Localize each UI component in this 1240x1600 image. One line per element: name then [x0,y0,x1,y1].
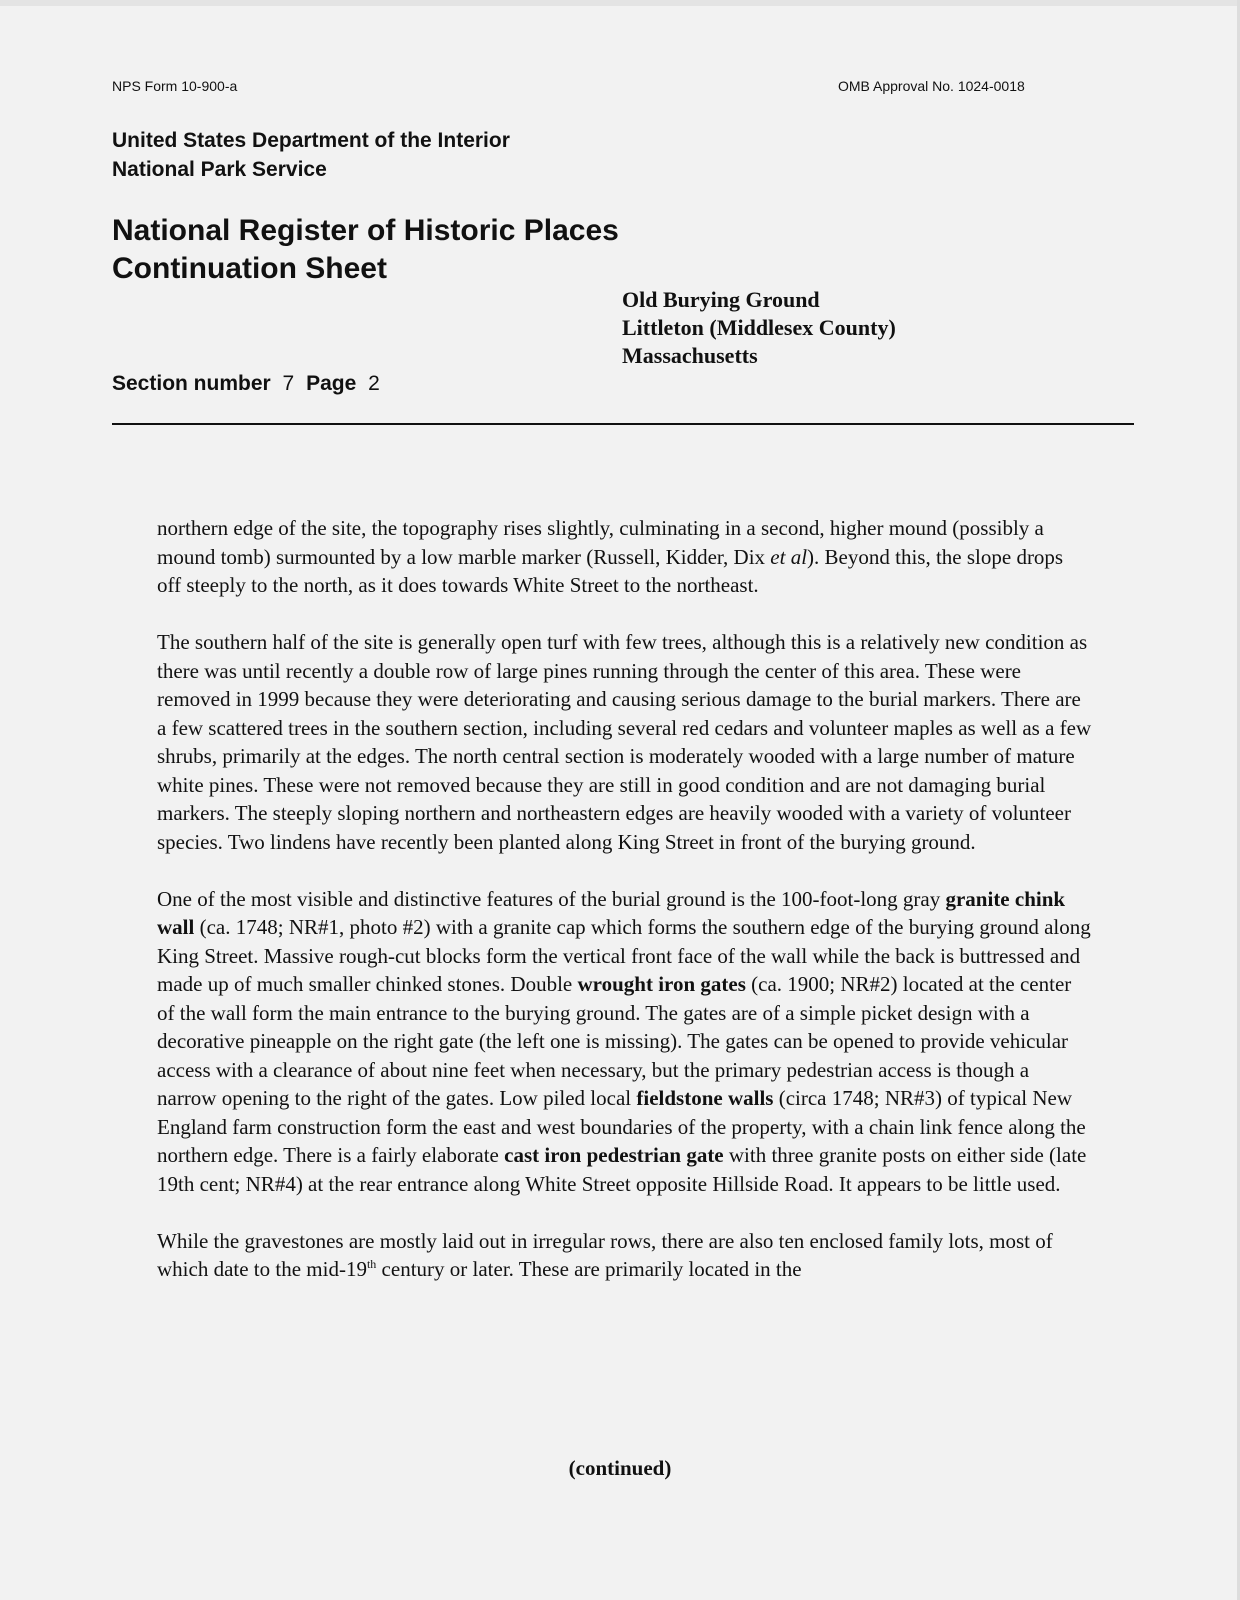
form-number: NPS Form 10-900-a [112,78,238,94]
property-location: Littleton (Middlesex County) [622,315,896,340]
continued-marker: (continued) [568,1456,672,1480]
feature-term: fieldstone walls [636,1086,774,1110]
section-value: 7 [282,372,295,395]
register-title-block [112,212,619,288]
feature-term: wrought iron gates [577,972,746,996]
property-name: Old Burying Ground [622,287,820,312]
property-block [622,286,896,370]
body-text [157,514,1092,1312]
paragraph: The southern half of the site is generally open turf with few trees, although this is a relatively new condition as there was until recently a double row of large pines running through the center of this area. These were removed in 1999 because they were deteriorating and causing serious damage to the burial markers. There are a few scattered trees in the southern section, including several red cedars and volunteer maples as well as a few shrubs, primarily at the edges. The north central section is moderately wooded with a large number of mature white pines. These were not removed because they are still in good condition and are not damaging burial markers. The steeply sloping northern and northeastern edges are heavily wooded with a variety of volunteer species. Two lindens have recently been planted along King Street in front of the burying ground. [157,630,1092,854]
page-label: Page [306,372,357,395]
page-value: 2 [368,372,380,395]
omb-approval-number: OMB Approval No. 1024-0018 [838,78,1025,94]
sheet-title: Continuation Sheet [112,252,387,285]
feature-term: cast iron pedestrian gate [504,1143,724,1167]
feature-term: granite chink wall [157,886,1066,939]
header-divider [112,423,1134,425]
agency-department: United States Department of the Interior [112,129,510,152]
register-title: National Register of Historic Places [112,214,619,247]
section-label: Section number [112,372,271,395]
paragraph: While the gravestones are mostly laid out in irregular rows, there are also ten enclosed family lots, most of which date to the mid-19th century or later. These are primarily located in the [157,1228,1053,1281]
paragraph: One of the most visible and distinctive features of the burial ground is the 100-foot-long gray granite chink wall (ca. 1748; NR#1, photo #2) with a granite cap which forms the southern edge of the burying ground along King Street. Massive rough-cut blocks form the vertical front face of the wall while the back is buttressed and made up of much smaller chinked stones. Double wrought iron gates (ca. 1900; NR#2) located at the center of the wall form the main entrance to the burying ground. The gates are of a simple picket design with a decorative pineapple on the right gate (the left one is missing). The gates can be opened to provide vehicular access with a clearance of about nine feet when necessary, but the primary pedestrian access is though a narrow opening to the right of the gates. Low piled local fieldstone walls (circa 1748; NR#3) of typical New England farm construction form the east and west boundaries of the property, with a chain link fence along the northern edge. There is a fairly elaborate cast iron pedestrian gate with three granite posts on either side (late 19th cent; NR#4) at the rear entrance along White Street opposite Hillside Road. It appears to be little used. [157,886,1091,1196]
paragraph: northern edge of the site, the topography rises slightly, culminating in a second, higher mound (possibly a mound tomb) surmounted by a low marble marker (Russell, Kidder, Dix et al). Beyond this, the slope drops off steeply to the north, as it does towards White Street to the northeast. [157,516,1064,597]
section-page-line [112,372,386,396]
agency-block [112,126,510,184]
latin-abbrev: et al [770,544,808,569]
agency-service: National Park Service [112,158,327,181]
ordinal-suffix: th [366,1257,377,1271]
property-state: Massachusetts [622,343,758,368]
scan-edge-top [0,0,1240,6]
